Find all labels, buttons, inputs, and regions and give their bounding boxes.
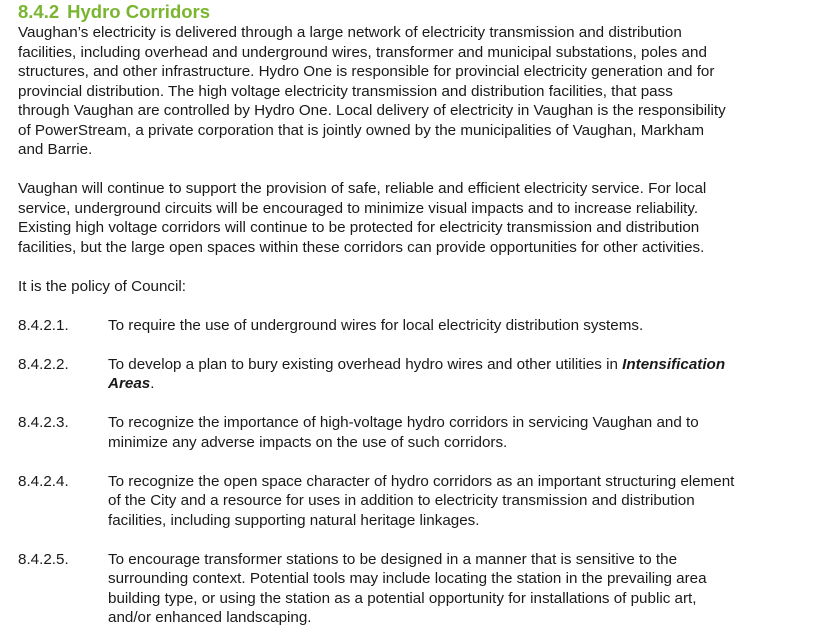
policy-number: 8.4.2.2. xyxy=(18,355,69,373)
policy-text xyxy=(108,355,813,394)
intensification-areas-term: Intensification xyxy=(622,355,726,373)
policy-line: To recognize the importance of high-voltage hydro corridors in servicing Vaughan and to xyxy=(108,414,699,431)
section-heading xyxy=(18,0,813,23)
paragraph-line: provincial distribution. The high voltage electricity transmission and distribution facilities, that pass xyxy=(18,82,673,100)
policy-line: To require the use of underground wires for local electricity distribution systems. xyxy=(108,316,644,334)
policy-text xyxy=(108,413,813,452)
policy-text xyxy=(108,316,813,336)
paragraph-line: facilities, but the large open spaces within these corridors can provide opportunities for other activities. xyxy=(18,238,705,256)
policy-line: minimize any adverse impacts on the use of such corridors. xyxy=(108,433,508,451)
policy-number: 8.4.2.1. xyxy=(18,316,69,334)
paragraph-line: of PowerStream, a private corporation that is jointly owned by the municipalities of Vaughan, Markham xyxy=(18,121,705,139)
policy-number: 8.4.2.4. xyxy=(18,472,69,490)
policy-text xyxy=(108,550,813,628)
policy-line xyxy=(108,355,813,375)
paragraph-line: through Vaughan are controlled by Hydro One. Local delivery of electricity in Vaughan is the responsibility xyxy=(18,102,726,119)
policy-line: surrounding context. Potential tools may include locating the station in the prevailing area xyxy=(108,570,707,587)
paragraph-line: Vaughan will continue to support the provision of safe, reliable and efficient electricity service. For local xyxy=(18,180,707,197)
document-page xyxy=(18,0,813,628)
policy-line: To encourage transformer stations to be designed in a manner that is sensitive to the xyxy=(108,550,678,568)
policy-line xyxy=(108,374,813,394)
policy-line: building type, or using the station as a potential opportunity for installations of public art, xyxy=(108,589,697,607)
policy-line: To recognize the open space character of hydro corridors as an important structuring element xyxy=(108,472,735,490)
paragraph-electricity-service xyxy=(18,179,813,257)
policy-line: facilities, including supporting natural heritage linkages. xyxy=(108,511,480,529)
section-title: Hydro Corridors xyxy=(67,1,211,22)
policy-line-suffix: . xyxy=(150,375,155,392)
paragraph-line: Vaughan’s electricity is delivered through a large network of electricity transmission and distribution xyxy=(18,24,682,41)
policy-item xyxy=(18,355,813,394)
policy-item xyxy=(18,550,813,628)
policy-number: 8.4.2.5. xyxy=(18,550,69,568)
intensification-areas-term-cont: Areas xyxy=(108,375,151,392)
policy-item xyxy=(18,413,813,452)
policy-item xyxy=(18,316,813,336)
policy-intro: It is the policy of Council: xyxy=(18,277,186,295)
policy-item xyxy=(18,472,813,531)
paragraph-line: service, underground circuits will be encouraged to minimize visual impacts and to increase reliability. xyxy=(18,199,699,217)
paragraph-electricity-delivery xyxy=(18,23,813,160)
policy-text xyxy=(108,472,813,531)
paragraph-line: structures, and other infrastructure. Hydro One is responsible for provincial electricity generation and for xyxy=(18,63,715,80)
policy-line: of the City and a resource for uses in addition to electricity transmission and distribution xyxy=(108,492,695,509)
section-number: 8.4.2 xyxy=(18,1,60,22)
paragraph-line: and Barrie. xyxy=(18,141,93,158)
policy-number: 8.4.2.3. xyxy=(18,414,69,431)
policy-line: and/or enhanced landscaping. xyxy=(108,609,312,626)
paragraph-line: Existing high voltage corridors will continue to be protected for electricity transmission and distribution xyxy=(18,219,700,236)
paragraph-line: facilities, including overhead and underground wires, transformer and municipal substations, poles and xyxy=(18,43,707,61)
policy-line-text: To develop a plan to bury existing overhead hydro wires and other utilities in xyxy=(108,355,623,373)
